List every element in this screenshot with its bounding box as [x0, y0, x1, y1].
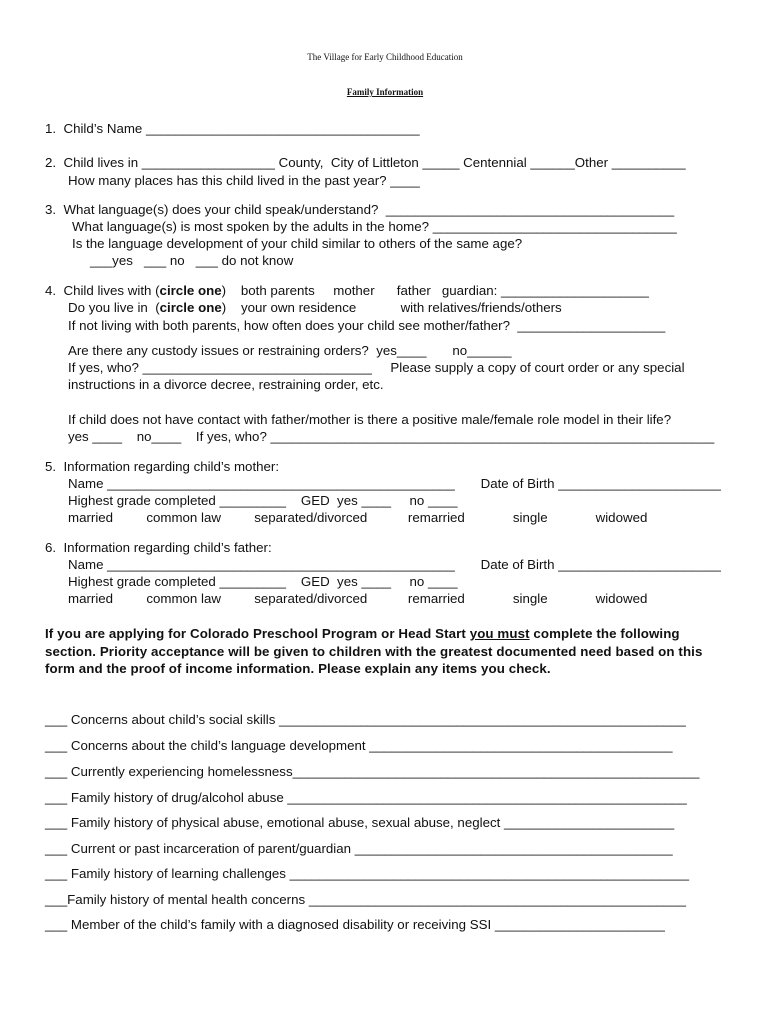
- child-lives-with-row[interactable]: [45, 283, 649, 299]
- checklist-item[interactable]: ___ Family history of physical abuse, emotional abuse, sexual abuse, neglect _______________________: [45, 815, 675, 830]
- residence-options[interactable]: ) your own residence with relatives/friends/others: [221, 300, 562, 315]
- checklist-item[interactable]: ___ Concerns about the child’s language development _________________________________________: [45, 738, 673, 753]
- priority-notice: If you are applying for Colorado Preschool Program or Head Start you must complete the following section. Priority acceptance will be given to children with the greatest documented need based on this form and the proof of income information. Please explain any items you check.: [45, 626, 703, 676]
- child-lives-in-field[interactable]: 2. Child lives in __________________ County, City of Littleton _____ Centennial ______Other __________: [45, 155, 686, 170]
- father-name-dob-field[interactable]: Name _______________________________________________ Date of Birth ______________________: [68, 557, 721, 572]
- checklist-item[interactable]: ___ Family history of drug/alcohol abuse ______________________________________________________: [45, 790, 687, 805]
- checklist-item[interactable]: ___ Concerns about child’s social skills _______________________________________________________: [45, 712, 686, 727]
- residence-label: Do you live in (: [68, 300, 160, 315]
- child-lives-with-options[interactable]: ) both parents mother father guardian: ____________________: [221, 283, 649, 298]
- father-grade-field[interactable]: Highest grade completed _________ GED yes ____ no ____: [68, 574, 458, 589]
- mother-marital-options[interactable]: married common law separated/divorced remarried single widowed: [68, 510, 648, 525]
- language-speak-field[interactable]: 3. What language(s) does your child speak/understand? _______________________________________: [45, 202, 675, 217]
- father-info-heading: 6. Information regarding child’s father:: [45, 540, 272, 555]
- custody-issues-field[interactable]: Are there any custody issues or restraining orders? yes____ no______: [68, 343, 512, 358]
- child-lives-with-label: 4. Child lives with (: [45, 283, 160, 298]
- role-model-question: If child does not have contact with father/mother is there a positive male/female role model in their life?: [68, 412, 672, 427]
- residence-row[interactable]: [68, 300, 562, 316]
- checklist-item[interactable]: ___ Member of the child’s family with a diagnosed disability or receiving SSI _______________________: [45, 917, 665, 932]
- language-development-question: Is the language development of your child similar to others of the same age?: [72, 236, 523, 251]
- mother-name-dob-field[interactable]: Name _______________________________________________ Date of Birth ______________________: [68, 476, 721, 491]
- custody-who-field[interactable]: If yes, who? _______________________________ Please supply a copy of court order or any special: [68, 360, 685, 375]
- father-marital-options[interactable]: married common law separated/divorced remarried single widowed: [68, 591, 648, 606]
- checklist-item[interactable]: ___ Current or past incarceration of parent/guardian ___________________________________________: [45, 841, 673, 856]
- checklist-item[interactable]: ___ Currently experiencing homelessness_______________________________________________________: [45, 764, 700, 779]
- language-development-options[interactable]: ___yes ___ no ___ do not know: [90, 253, 294, 268]
- visit-frequency-field[interactable]: If not living with both parents, how often does your child see mother/father? ____________________: [68, 318, 666, 333]
- child-name-field[interactable]: 1. Child’s Name _____________________________________: [45, 121, 420, 136]
- mother-grade-field[interactable]: Highest grade completed _________ GED yes ____ no ____: [68, 493, 458, 508]
- role-model-field[interactable]: yes ____ no____ If yes, who? ____________________________________________________________: [68, 429, 715, 444]
- custody-instructions-text: instructions in a divorce decree, restraining order, etc.: [68, 377, 384, 392]
- places-lived-field[interactable]: How many places has this child lived in the past year? ____: [68, 173, 420, 188]
- form-subtitle: Family Information: [346, 87, 424, 97]
- checklist-item[interactable]: ___Family history of mental health concerns ___________________________________________________: [45, 892, 686, 907]
- checklist-item[interactable]: ___ Family history of learning challenges ______________________________________________________: [45, 866, 689, 881]
- form-title: The Village for Early Childhood Education: [307, 52, 463, 62]
- mother-info-heading: 5. Information regarding child’s mother:: [45, 459, 280, 474]
- circle-one-label: circle one: [159, 283, 222, 298]
- circle-one-label: circle one: [159, 300, 222, 315]
- language-home-field[interactable]: What language(s) is most spoken by the adults in the home? _________________________________: [72, 219, 677, 234]
